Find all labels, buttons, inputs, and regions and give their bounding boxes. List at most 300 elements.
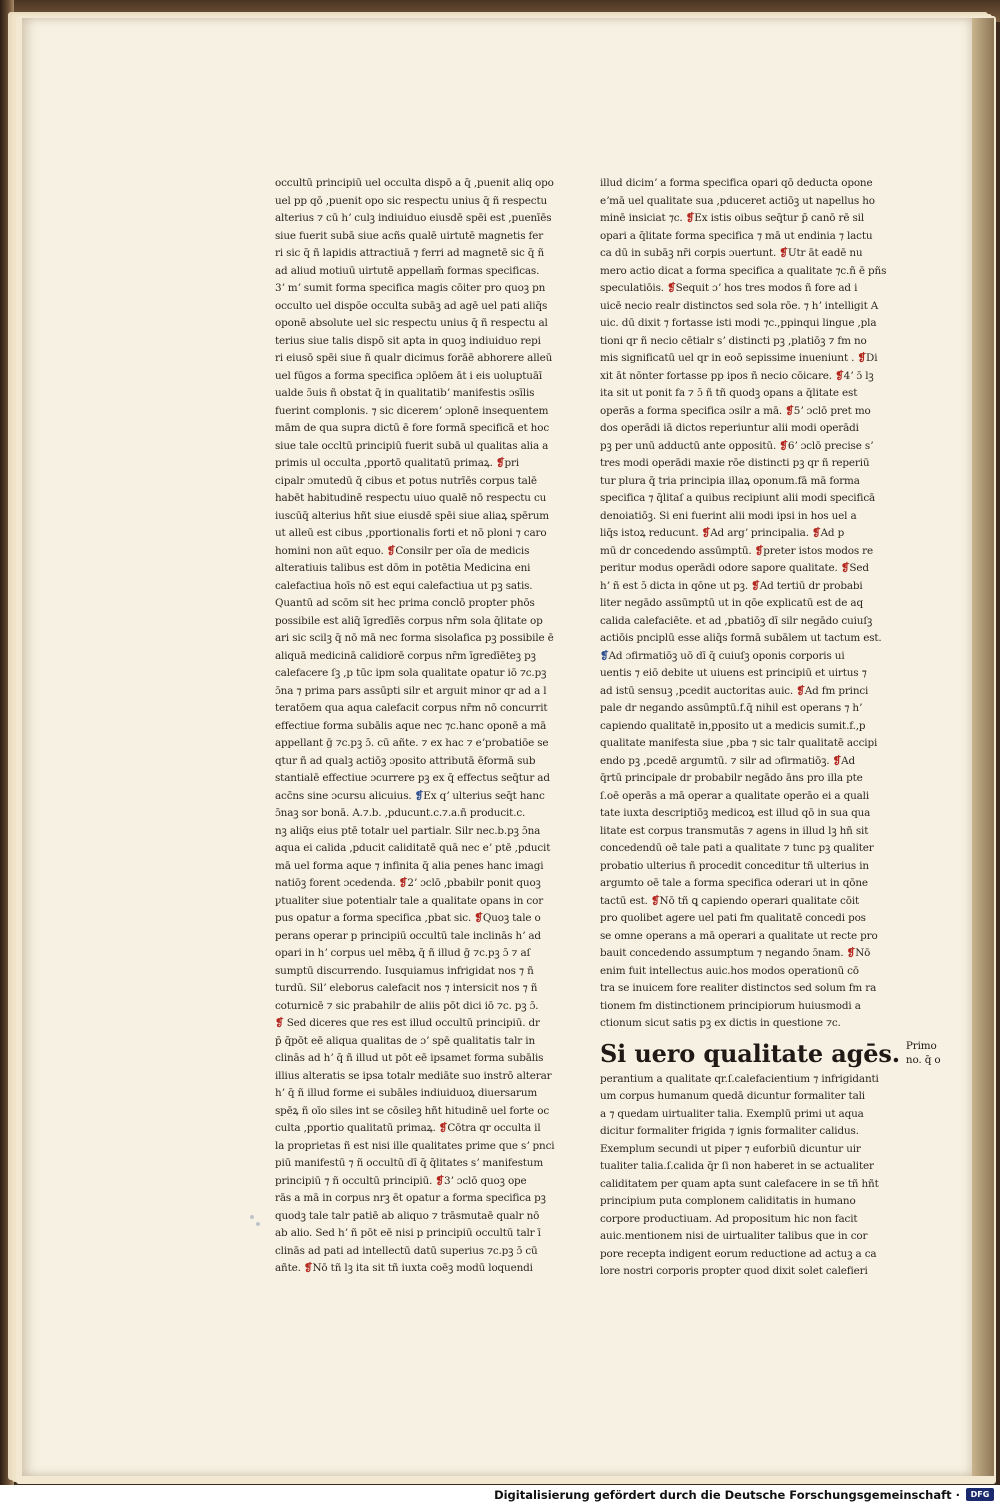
text-line — [275, 945, 563, 963]
text-run: tualiter talia.ſ.calida q̄r ſi non haberet in se actualiter — [600, 1160, 874, 1172]
text-run: iuscūq̄ alterius hñt siue eiusdē spēi siue aliaꝝ spērum — [275, 509, 549, 522]
paragraph-mark-icon: ❡ — [779, 439, 788, 452]
text-run: dos operādi iā dictos reperiuntur alii modi operādi — [600, 422, 859, 434]
text-run: uic. dū dixit ⁊ fortasse isti modi ⁊c.,ppinqui lingue ,pla — [600, 317, 877, 329]
text-run: caliditatem per quam apta sunt calefacere in se tñ hñt — [600, 1177, 879, 1190]
text-line — [600, 683, 890, 701]
text-line — [600, 1211, 890, 1229]
text-run: alteratiuis talibus est dōm in potētia Medicina eni — [275, 562, 531, 574]
text-run: ut alleū est cibus ,pportionalis forti et nō ploni ⁊ caro — [275, 527, 547, 539]
text-line — [275, 508, 563, 526]
text-run: ɔ̄naꝫ sor bonā. A.⁊.b. ,pducunt.c.⁊.a.ñ producit.c. — [275, 807, 526, 819]
text-line — [600, 735, 890, 753]
text-run: 6ʼ ɔclō precise sʼ — [787, 439, 874, 452]
text-line — [600, 438, 890, 456]
text-run: cipalr ɔmutedū q̄ cibus et potus nutrīēs corpus talē — [275, 474, 537, 487]
text-run: Cōtra qr occulta il — [447, 1122, 541, 1134]
text-run: speculatiōis. — [600, 282, 664, 294]
text-line — [275, 228, 563, 246]
text-run: ri sic q̄ ñ lapidis attractiuā ⁊ ferri ad magnetē sic q̄ ñ — [275, 247, 545, 259]
paragraph-mark-icon: ❡ — [495, 457, 505, 469]
paragraph-mark-icon: ❡ — [701, 527, 711, 539]
text-run: clinās ad hʼ q̄ ñ illud ut pōt eē ipsamet forma subālis — [275, 1052, 544, 1064]
text-run: teratōem qua aqua calefacit corpus nr̄m nō concurrit — [275, 702, 548, 714]
text-line — [600, 525, 890, 543]
text-line — [600, 315, 890, 333]
paragraph-mark-icon: ❡ — [785, 404, 794, 417]
footer-credit: Digitalisierung gefördert durch die Deutsche Forschungsgemeinschaft · — [494, 1488, 960, 1502]
text-run: ſ.oē operās a mā operar a qualitate operāo ei a quali — [600, 789, 870, 802]
text-run: uentis ⁊ eiō debite ut uiuens est principiū et uirtus ⁊ — [600, 667, 867, 679]
paragraph-mark-icon: ❡ — [751, 579, 760, 592]
text-run: denoiatiōꝫ. Si eni fuerint alii modi ipsi in hos uel a — [600, 509, 857, 522]
text-line — [600, 805, 890, 823]
text-line — [275, 683, 563, 701]
text-run: ri eiusō spēi siue ñ qualr dicimus forāē abhorere alleū — [275, 352, 553, 364]
text-run: Ad p — [820, 527, 845, 539]
text-run: mis significatū uel qr in eoō sepissime inueniunt . — [600, 352, 855, 364]
text-line — [600, 665, 890, 683]
text-line — [600, 298, 890, 316]
text-run: quodꝫ tale talr patiē ab aliquo ⁊ trāsmutaē qualr nō — [275, 1209, 540, 1222]
text-line — [600, 263, 890, 281]
text-run: specifica ⁊ q̄litaſ a quibus recipiunt alii modi specificā — [600, 492, 876, 504]
text-line — [600, 700, 890, 718]
text-run: ualde ɔ̄uis ñ obstat q̄ in qualitatibʼ manifestis ɔsīlis — [275, 387, 535, 399]
text-line — [600, 193, 890, 211]
dfg-logo-icon: DFG — [966, 1488, 994, 1501]
text-run: illud dicimʼ a forma specifica opari qō deducta opone — [600, 177, 873, 189]
text-run: Ad ɔfirmatiōꝫ uō dī q̄ cuiuſꝫ oponis corporis ui — [608, 649, 845, 662]
text-run: 3ʼ ɔclō quoꝫ ope — [443, 1174, 527, 1187]
text-line — [275, 350, 563, 368]
text-line — [275, 840, 563, 858]
text-run: siue tale occltū principiū fuerit subā ul qualitas alia a — [275, 439, 549, 452]
text-run: 4ʼ ɔ̄ lꝫ — [843, 369, 874, 382]
paragraph-mark-icon: ❡ — [414, 789, 424, 802]
text-line — [275, 1155, 563, 1173]
text-line — [275, 613, 563, 631]
text-run: ari sic scilꝫ q̄ nō mā nec forma sisolafica pꝫ possibile ē — [275, 632, 554, 644]
text-run: pale dr negando assūmptū.f.q̄ nihil est operans ⁊ hʼ — [600, 702, 863, 714]
text-run: pus opatur a forma specifica ,pbat sic. — [275, 912, 472, 924]
text-run: Di — [866, 352, 878, 364]
text-run: bauit concedendo assumptum ⁊ negando ɔ̄nam. — [600, 947, 844, 959]
text-run: Nō tñ lꝫ ita sit tñ iuxta coēꝫ modū loquendi — [312, 1262, 533, 1274]
text-run: tionem fm distinctionem principiorum huiusmodi a — [600, 999, 861, 1012]
text-run: 2ʼ ɔclō ,pbabilr ponit quoꝫ — [407, 877, 541, 889]
side-note-line: Primo — [905, 1039, 937, 1052]
paragraph-mark-icon: ❡ — [779, 247, 788, 259]
text-line — [275, 543, 563, 561]
text-run: nꝫ aliq̄s eius ptē totalr uel partialr. Silr nec.b.pꝫ ɔ̄na — [275, 824, 541, 837]
text-line — [600, 1015, 890, 1033]
text-line — [275, 718, 563, 736]
paragraph-mark-icon: ❡ — [398, 877, 408, 889]
text-line — [600, 228, 890, 246]
text-line — [600, 1193, 890, 1211]
text-run: liq̄s istoꝝ reducunt. — [600, 527, 699, 539]
paragraph-mark-icon: ❡ — [840, 562, 850, 574]
text-run: tres modi operādi maxie rōe distincti pꝫ qr ñ reperiū — [600, 457, 870, 469]
heading-title: Si uero qualitate agēs. — [600, 1038, 900, 1068]
text-run: Sequit ɔʼ hos tres modos ñ fore ad i — [675, 282, 858, 294]
text-run: qtur ñ ad qualꝫ actiōꝫ ɔposito attributā ēformā sub — [275, 754, 536, 767]
text-line — [600, 910, 890, 928]
text-line — [275, 1085, 563, 1103]
text-run: turdū. Silʼ eleborus calefacit nos ⁊ intersicit nos ⁊ ñ — [275, 982, 538, 994]
text-run: oponē absolute uel sic respectu unius q̄ ñ respectu al — [275, 317, 548, 329]
text-line — [275, 700, 563, 718]
text-line — [275, 1050, 563, 1068]
paragraph-mark-icon: ❡ — [600, 649, 609, 662]
text-line — [600, 543, 890, 561]
paragraph-mark-icon: ❡ — [386, 544, 396, 557]
text-run: Quoꝫ tale o — [482, 912, 541, 924]
text-run: clinās ad pati ad intellectū datū superius ⁊c.pꝫ ɔ̄ cū — [275, 1244, 538, 1257]
paragraph-mark-icon: ❡ — [857, 352, 867, 364]
text-run: auic.mentionem nisi de uirtualiter talibus que in cor — [600, 1230, 868, 1242]
text-line — [275, 560, 563, 578]
text-line — [600, 1088, 890, 1106]
text-line — [600, 928, 890, 946]
text-run: hʼ ñ est ɔ̄ dicta in qōne ut pꝫ. — [600, 579, 748, 592]
text-run: uel fūgos a forma specifica ɔplōem āt i eis uoluptuāī — [275, 369, 543, 382]
text-run: 5ʼ ɔclō pret mo — [793, 404, 871, 417]
text-run: Utr āt eadē nu — [787, 247, 863, 259]
text-run: corpore productiuam. Ad propositum hic non facit — [600, 1212, 858, 1225]
text-line — [275, 1103, 563, 1121]
text-run: opari a q̄litate forma specifica ⁊ mā ut endinia ⁊ lactu — [600, 229, 873, 242]
text-run: culta ,pportio qualitatū primaꝝ. — [275, 1122, 436, 1134]
text-run: fuerint complonis. ⁊ sic diceremʼ ɔplonē insequentem — [275, 404, 549, 417]
text-line — [600, 175, 890, 193]
text-line — [600, 875, 890, 893]
text-line — [275, 245, 563, 263]
text-run: lore nostri corporis propter quod dixit solet calefieri — [600, 1265, 868, 1277]
heading-side-note — [906, 1039, 941, 1067]
text-run: aliquā medicinā calidiorē corpus nr̄m īgredīēteꝫ pꝫ — [275, 649, 536, 662]
page-fore-edge — [972, 18, 994, 1476]
text-run: ad istū sensuꝫ ,pcedit auctoritas auic. — [600, 684, 794, 697]
page-stain — [250, 1215, 254, 1219]
text-run: Sed diceres que res est illud occultū principiū. dr — [286, 1017, 540, 1029]
text-line — [600, 998, 890, 1016]
text-run: um corpus humanum quedā dicuntur formaliter tali — [600, 1090, 865, 1102]
paragraph-mark-icon: ❡ — [754, 544, 764, 557]
paragraph-mark-icon: ❡ — [474, 912, 483, 924]
text-run: argumto oē tale a forma specifica oderari ut in qōne — [600, 877, 868, 889]
text-run: capiendo qualitatē in,pposito ut a medicis sumit.f.,p — [600, 719, 866, 732]
text-line — [600, 210, 890, 228]
text-line — [600, 858, 890, 876]
text-run: Ad argʼ principalia. — [710, 527, 809, 539]
text-line — [275, 630, 563, 648]
text-line — [600, 1071, 890, 1089]
text-run: tate iuxta descriptiōꝫ medicoꝝ est illud qō in sua qua — [600, 807, 871, 819]
text-line — [600, 893, 890, 911]
text-run: a ⁊ quedam uirtualiter talia. Exemplū primi ut aqua — [600, 1107, 864, 1120]
text-run: dicitur formaliter frigida ⁊ ignis formaliter calidus. — [600, 1125, 859, 1137]
text-run: Nō — [855, 947, 871, 959]
paragraph-mark-icon: ❡ — [812, 527, 821, 539]
text-line — [600, 455, 890, 473]
text-run: mero actio dicat a forma specifica a qualitate ⁊c.ñ ē pñs — [600, 264, 887, 277]
text-line — [600, 350, 890, 368]
text-run: illius alteratis se ipsa totalr mediāte suo instrō alterar — [275, 1069, 552, 1082]
page-stain — [256, 1222, 260, 1226]
paragraph-mark-icon: ❡ — [275, 1017, 284, 1029]
text-line — [275, 420, 563, 438]
text-run: pore recepta indigent eorum reductione ad actuꝫ a ca — [600, 1247, 877, 1260]
text-run: natiōꝫ forent ɔcedenda. — [275, 877, 396, 889]
text-run: qualitate manifesta siue ,pba ⁊ sic talr qualitatē accipi — [600, 737, 878, 749]
text-run: peritur modus operādi odore sapore qualitate. — [600, 562, 838, 574]
text-line — [600, 823, 890, 841]
paragraph-mark-icon: ❡ — [846, 947, 856, 959]
text-line — [275, 1015, 563, 1033]
text-run: calefacere ſꝫ ,p tūc ipm sola qualitate opatur iō ⁊c.pꝫ — [275, 667, 547, 679]
text-run: mū dr concedendo assūmptū. — [600, 544, 752, 557]
text-run: rās a mā in corpus nrꝫ ēt opatur a forma specifica pꝫ — [275, 1192, 546, 1204]
text-run: enim fuit intellectus auic.hos modos operationū cō — [600, 964, 859, 977]
text-run: Nō tñ ꝗ capiendo operari qualitate cōit — [659, 894, 860, 907]
text-line — [275, 1190, 563, 1208]
text-line — [600, 945, 890, 963]
text-line — [600, 245, 890, 263]
text-line — [600, 560, 890, 578]
text-run: stantialē effectiue ɔcurrere pꝫ ex q̄ effectus seq̄tur ad — [275, 772, 550, 784]
text-run: calefactiua hoīs nō est equi calefactiua ut pꝫ satis. — [275, 579, 533, 592]
text-run: alterius ⁊ cū hʼ culꝫ indiuiduo eiusdē spēi est ,puenīēs — [275, 212, 552, 224]
text-run: appellant ḡ ⁊c.pꝫ ɔ̄. cū añte. ⁊ ex hac ⁊ eʼprobatiōe se — [275, 737, 549, 749]
text-line — [275, 1243, 563, 1261]
text-run: ab alio. Sed hʼ ñ pōt eē nisi p principiū occultū talr ī — [275, 1227, 541, 1239]
text-run: opari in hʼ corpus uel mēbꝝ q̄ ñ illud ḡ ⁊c.pꝫ ɔ̄ ⁊ aſ — [275, 947, 531, 959]
text-run: mā uel forma aque ⁊ infinita q̄ alia penes hanc imagi — [275, 859, 544, 872]
text-line — [600, 1228, 890, 1246]
text-run: ꝩtualiter siue potentialr tale a qualitate opans in cor — [275, 894, 544, 907]
paragraph-mark-icon: ❡ — [667, 282, 676, 294]
text-run: perantium a qualitate qr.ſ.calefacientium ⁊ infrigidanti — [600, 1072, 879, 1085]
paragraph-mark-icon: ❡ — [796, 684, 805, 697]
section-heading — [600, 1038, 941, 1069]
text-run: mām de qua supra dictū ē fore formā specificā et hoc — [275, 422, 550, 434]
text-line — [275, 1033, 563, 1051]
text-run: Ad fm princi — [804, 684, 869, 697]
text-run: Ad — [841, 754, 856, 767]
text-run: q̄rtū principale dr probabilr negādo āns pro illa pte — [600, 772, 863, 784]
footer-bar — [0, 1485, 1000, 1505]
text-line — [275, 490, 563, 508]
text-run: habēt habitudinē respectu uiuo qualē nō respectu cu — [275, 492, 547, 504]
text-run: uel pp qō ,puenit opo sic respectu unius q̄ ñ respectu — [275, 194, 548, 207]
text-line — [275, 753, 563, 771]
text-run: pri — [504, 457, 520, 469]
text-run: perans operar p principiū occultū tale inclinās hʼ ad — [275, 929, 541, 942]
text-line — [275, 998, 563, 1016]
text-line — [600, 578, 890, 596]
text-line — [275, 1260, 563, 1278]
text-line — [600, 368, 890, 386]
text-line — [275, 823, 563, 841]
text-line — [600, 840, 890, 858]
paragraph-mark-icon: ❡ — [650, 894, 660, 907]
paragraph-mark-icon: ❡ — [832, 754, 842, 767]
text-run: pꝫ per unū adductū ante oppositū. — [600, 439, 777, 452]
text-run: acc̄ns sine ɔcursu alicuius. — [275, 789, 412, 802]
text-line — [600, 980, 890, 998]
text-run: hʼ q̄ ñ illud forme ei subāles indiuiduoꝝ diuersarum — [275, 1087, 538, 1099]
text-line — [600, 963, 890, 981]
text-line — [275, 788, 563, 806]
text-line — [275, 1068, 563, 1086]
text-line — [600, 630, 890, 648]
text-line — [600, 420, 890, 438]
text-run: Ex istis oibus seq̄tur p̄ canō rē sil — [694, 212, 864, 224]
text-line — [275, 473, 563, 491]
text-run: tioni qr ñ necio cētialr sʼ distincti pꝫ ,platiōꝫ ⁊ fm no — [600, 334, 867, 347]
text-line — [275, 735, 563, 753]
text-line — [275, 893, 563, 911]
text-line — [275, 770, 563, 788]
text-line — [275, 525, 563, 543]
text-line — [600, 280, 890, 298]
text-line — [600, 595, 890, 613]
side-note-line: no. q̄ o — [905, 1053, 941, 1066]
text-line — [600, 385, 890, 403]
text-line — [600, 508, 890, 526]
text-line — [275, 980, 563, 998]
text-line — [275, 438, 563, 456]
text-line — [275, 403, 563, 421]
paragraph-mark-icon: ❡ — [685, 212, 695, 224]
text-line — [275, 1173, 563, 1191]
text-run: homini non aūt equo. — [275, 544, 384, 557]
text-run: ita sit ut ponit fa ⁊ ɔ̄ ñ tñ quodꝫ opans a q̄litate est — [600, 387, 858, 399]
text-run: possibile est aliq̄ īgredīēs corpus nr̄m sola q̄litate op — [275, 614, 543, 627]
text-line — [275, 578, 563, 596]
text-run: piū manifestū ⁊ ñ occultū dī q̄ q̄litates sʼ manifestum — [275, 1157, 544, 1169]
text-run: principium puta complonem caliditatis in humano — [600, 1195, 856, 1207]
text-run: Ad tertiū dr probabi — [759, 579, 863, 592]
text-run: Quantū ad scōm sit hec prima conclō propter phōs — [275, 597, 535, 609]
text-line — [275, 665, 563, 683]
text-run: preter istos modos re — [763, 544, 873, 557]
text-line — [600, 718, 890, 736]
text-run: sumptū discurrendo. Iusquiamus infrigidat nos ⁊ ñ — [275, 964, 534, 977]
text-line — [275, 928, 563, 946]
paragraph-mark-icon: ❡ — [438, 1122, 448, 1134]
right-text-column — [600, 175, 941, 1281]
text-run: pro quolibet agere uel pati fm qualitatē concedi pos — [600, 912, 866, 924]
paragraph-mark-icon: ❡ — [835, 369, 844, 382]
text-line — [600, 1246, 890, 1264]
text-run: spēꝝ ñ oīo siles int se cōsileꝫ hñt hitudinē uel forte oc — [275, 1104, 549, 1117]
text-line — [275, 805, 563, 823]
text-run: tactū est. — [600, 894, 648, 907]
text-run: concedendū oē tale pati a qualitate ⁊ tunc pꝫ qualiter — [600, 842, 874, 854]
text-run: actiōis pnciplū esse aliq̄s formā subālem ut tactum est. — [600, 632, 882, 644]
text-run: liter negādo assūmptū ut in qōe explicatū est de aq — [600, 597, 863, 609]
text-line — [275, 455, 563, 473]
text-run: eʼmā uel qualitate sua ,pduceret actiōꝫ ut napellus ho — [600, 194, 875, 207]
text-run: primis ul occulta ,pportō qualitatū primaꝝ. — [275, 457, 493, 469]
text-line — [600, 1263, 890, 1281]
text-line — [275, 963, 563, 981]
text-line — [600, 1141, 890, 1159]
text-run: Consilr per oīa de medicis — [395, 544, 530, 557]
text-line — [275, 298, 563, 316]
text-run: endo pꝫ ,pcedē argumtū. ⁊ silr ad ɔfirmatiōꝫ. — [600, 754, 830, 767]
text-line — [275, 1138, 563, 1156]
text-line — [600, 1106, 890, 1124]
text-line — [275, 595, 563, 613]
text-line — [275, 910, 563, 928]
text-run: Sed — [849, 562, 869, 574]
text-run: ad aliud motiuū uirtutē appellam̄ formas specificas. — [275, 264, 540, 277]
text-run: calida calefaciēte. et ad ,pbatiōꝫ dī silr negādo cuiuſꝫ — [600, 614, 873, 627]
text-line — [275, 858, 563, 876]
text-line — [275, 193, 563, 211]
text-run: Exemplum secundi ut piper ⁊ euforbiū dicuntur uir — [600, 1142, 861, 1155]
text-line — [600, 1176, 890, 1194]
text-line — [275, 1225, 563, 1243]
text-run: effectiue forma subālis aque nec ⁊c.hanc oponē a mā — [275, 719, 547, 732]
text-run: principiū ⁊ ñ occultū principiū. — [275, 1174, 433, 1187]
text-run: probatio ulterius ñ procedit conceditur tñ ulterius in — [600, 859, 869, 872]
text-line — [600, 753, 890, 771]
paragraph-mark-icon: ❡ — [435, 1174, 444, 1187]
text-line — [275, 175, 563, 193]
text-run: uicē necio realr distinctos sed sola rōe. ⁊ hʼ intelligit A — [600, 299, 879, 312]
text-line — [275, 368, 563, 386]
text-line — [600, 770, 890, 788]
text-line — [600, 403, 890, 421]
text-line — [275, 315, 563, 333]
text-line — [600, 1123, 890, 1141]
text-line — [600, 473, 890, 491]
text-line — [275, 385, 563, 403]
text-run: se omne operans a mā operari a qualitate ut recte pro — [600, 929, 878, 942]
text-line — [600, 490, 890, 508]
left-text-column — [275, 175, 563, 1278]
text-line — [600, 1158, 890, 1176]
text-line — [275, 263, 563, 281]
text-run: occulto uel dispōe occulta subāꝫ ad agē uel pati aliq̄s — [275, 299, 548, 312]
text-line — [275, 210, 563, 228]
paragraph-mark-icon: ❡ — [303, 1262, 313, 1274]
text-line — [275, 333, 563, 351]
text-line — [600, 333, 890, 351]
text-run: ca dū in subāꝫ nr̄i corpis ɔuertunt. — [600, 247, 777, 259]
text-run: terius siue talis dispō sit apta in quoꝫ indiuiduo repi — [275, 334, 541, 347]
text-line — [600, 613, 890, 631]
text-run: aqua ei calida ,pducit caliditatē quā nec eʼ ptē ,pducit — [275, 842, 551, 854]
text-line — [275, 648, 563, 666]
text-line — [275, 875, 563, 893]
text-run: operās a forma specifica ɔsilr a mā. — [600, 404, 783, 417]
text-run: añte. — [275, 1262, 301, 1274]
text-run: coturnicē ⁊ sic prabahilr de aliis pōt dici iō ⁊c. pꝫ ɔ̄. — [275, 999, 539, 1012]
text-line — [275, 1120, 563, 1138]
text-run: ctionum sicut satis pꝫ ex dictis in questione ⁊c. — [600, 1017, 841, 1029]
text-line — [275, 280, 563, 298]
text-run: tra se inuicem fore realiter distinctos sed solum fm ra — [600, 982, 877, 994]
text-line — [600, 788, 890, 806]
text-run: minē insiciat ⁊c. — [600, 212, 683, 224]
text-run: litate est corpus transmutās ⁊ agens in illud lꝫ hñ sit — [600, 824, 869, 837]
